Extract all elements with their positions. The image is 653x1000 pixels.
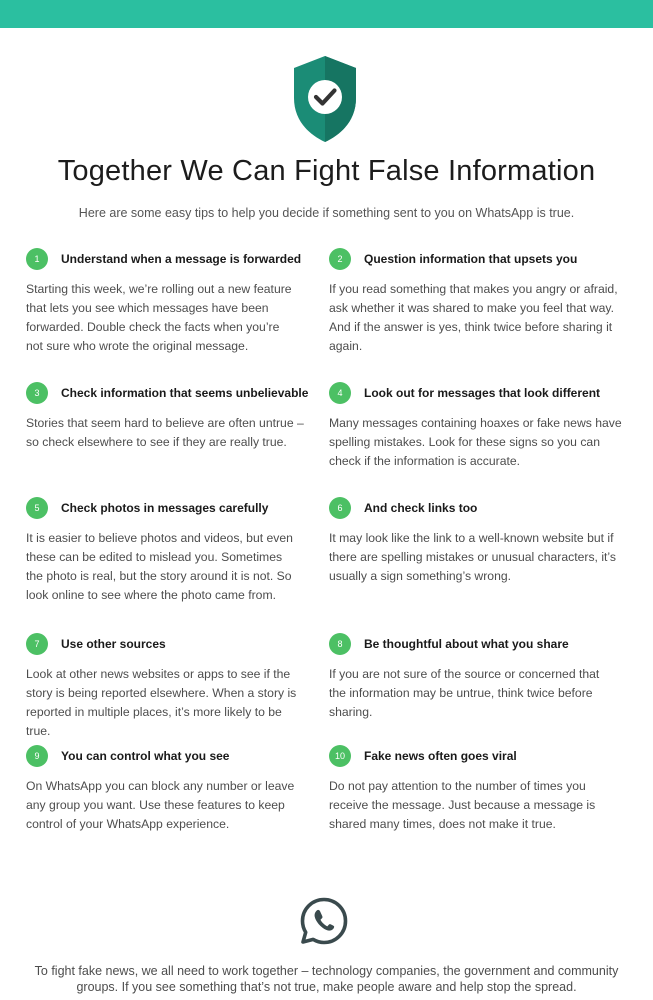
tip-header: [329, 744, 629, 768]
tip-number-badge: 3: [26, 382, 48, 404]
tip-title: Understand when a message is forwarded: [61, 252, 302, 266]
tip-number-badge: 7: [26, 633, 48, 655]
tip-title: You can control what you see: [61, 749, 230, 763]
tip-title: Question information that upsets you: [364, 252, 578, 266]
tip-5: [26, 496, 326, 605]
footer-text: To fight fake news, we all need to work together – technology companies, the government and community groups. If you see something that’s not true, make people aware and help stop the spread.: [34, 964, 619, 994]
tip-number-badge: 5: [26, 497, 48, 519]
tip-6: [329, 496, 629, 586]
tip-number-badge: 2: [329, 248, 351, 270]
tip-body: It may look like the link to a well-known website but if there are spelling mistakes or unusual characters, it’s usually a sign something’s wrong.: [329, 531, 616, 583]
tip-9: [26, 744, 326, 834]
whatsapp-icon: [299, 896, 349, 946]
tip-body: On WhatsApp you can block any number or leave any group you want. Use these features to keep control of your WhatsApp experience.: [26, 779, 295, 831]
shield-check-icon: [292, 54, 358, 144]
tip-10: [329, 744, 629, 834]
tip-title: Check photos in messages carefully: [61, 501, 269, 515]
tip-header: [329, 496, 629, 520]
tip-7: [26, 632, 326, 741]
tip-title: Fake news often goes viral: [364, 749, 517, 763]
top-color-bar: [0, 0, 653, 28]
tip-body: Look at other news websites or apps to see if the story is being reported elsewhere. When a story is reported in multiple places, it’s more likely to be true.: [26, 667, 297, 738]
tip-title: Be thoughtful about what you share: [364, 637, 569, 651]
tip-body: Many messages containing hoaxes or fake news have spelling mistakes. Look for these signs so you can check if the information is accurate.: [329, 416, 622, 468]
tip-body: If you read something that makes you angry or afraid, ask whether it was shared to make you feel that way. And if the answer is yes, think twice before sharing it again.: [329, 282, 618, 353]
tip-header: [26, 744, 326, 768]
tip-header: [329, 247, 629, 271]
tip-1: [26, 247, 326, 356]
tip-title: Check information that seems unbelievable: [61, 386, 309, 400]
tip-number-badge: 8: [329, 633, 351, 655]
tip-number-badge: 6: [329, 497, 351, 519]
tip-header: [329, 381, 629, 405]
tip-body: Do not pay attention to the number of times you receive the message. Just because a message is shared many times, does not make it true.: [329, 779, 596, 831]
tip-header: [26, 247, 326, 271]
tip-number-badge: 4: [329, 382, 351, 404]
tip-number-badge: 10: [329, 745, 351, 767]
tip-header: [26, 632, 326, 656]
tip-header: [329, 632, 629, 656]
tip-header: [26, 496, 326, 520]
tip-title: Look out for messages that look different: [364, 386, 601, 400]
tip-body: If you are not sure of the source or concerned that the information may be untrue, think twice before sharing.: [329, 667, 600, 719]
tip-body: Starting this week, we’re rolling out a new feature that lets you see which messages have been forwarded. Double check the facts when you’re not sure who wrote the original message.: [26, 282, 292, 353]
tip-8: [329, 632, 629, 722]
tip-body: It is easier to believe photos and videos, but even these can be edited to mislead you. Sometimes the photo is real, but the story around it is not. So look online to see where the photo came from.: [26, 531, 293, 602]
page-title: Together We Can Fight False Information: [57, 155, 596, 187]
tip-4: [329, 381, 629, 471]
tip-2: [329, 247, 629, 356]
tip-number-badge: 9: [26, 745, 48, 767]
tip-body: Stories that seem hard to believe are often untrue – so check elsewhere to see if they are really true.: [26, 416, 304, 449]
tip-3: [26, 381, 326, 452]
tip-header: [26, 381, 326, 405]
tip-title: Use other sources: [61, 637, 166, 651]
page-subtitle: Here are some easy tips to help you decide if something sent to you on WhatsApp is true.: [78, 206, 575, 220]
tip-number-badge: 1: [26, 248, 48, 270]
tip-title: And check links too: [364, 501, 478, 515]
